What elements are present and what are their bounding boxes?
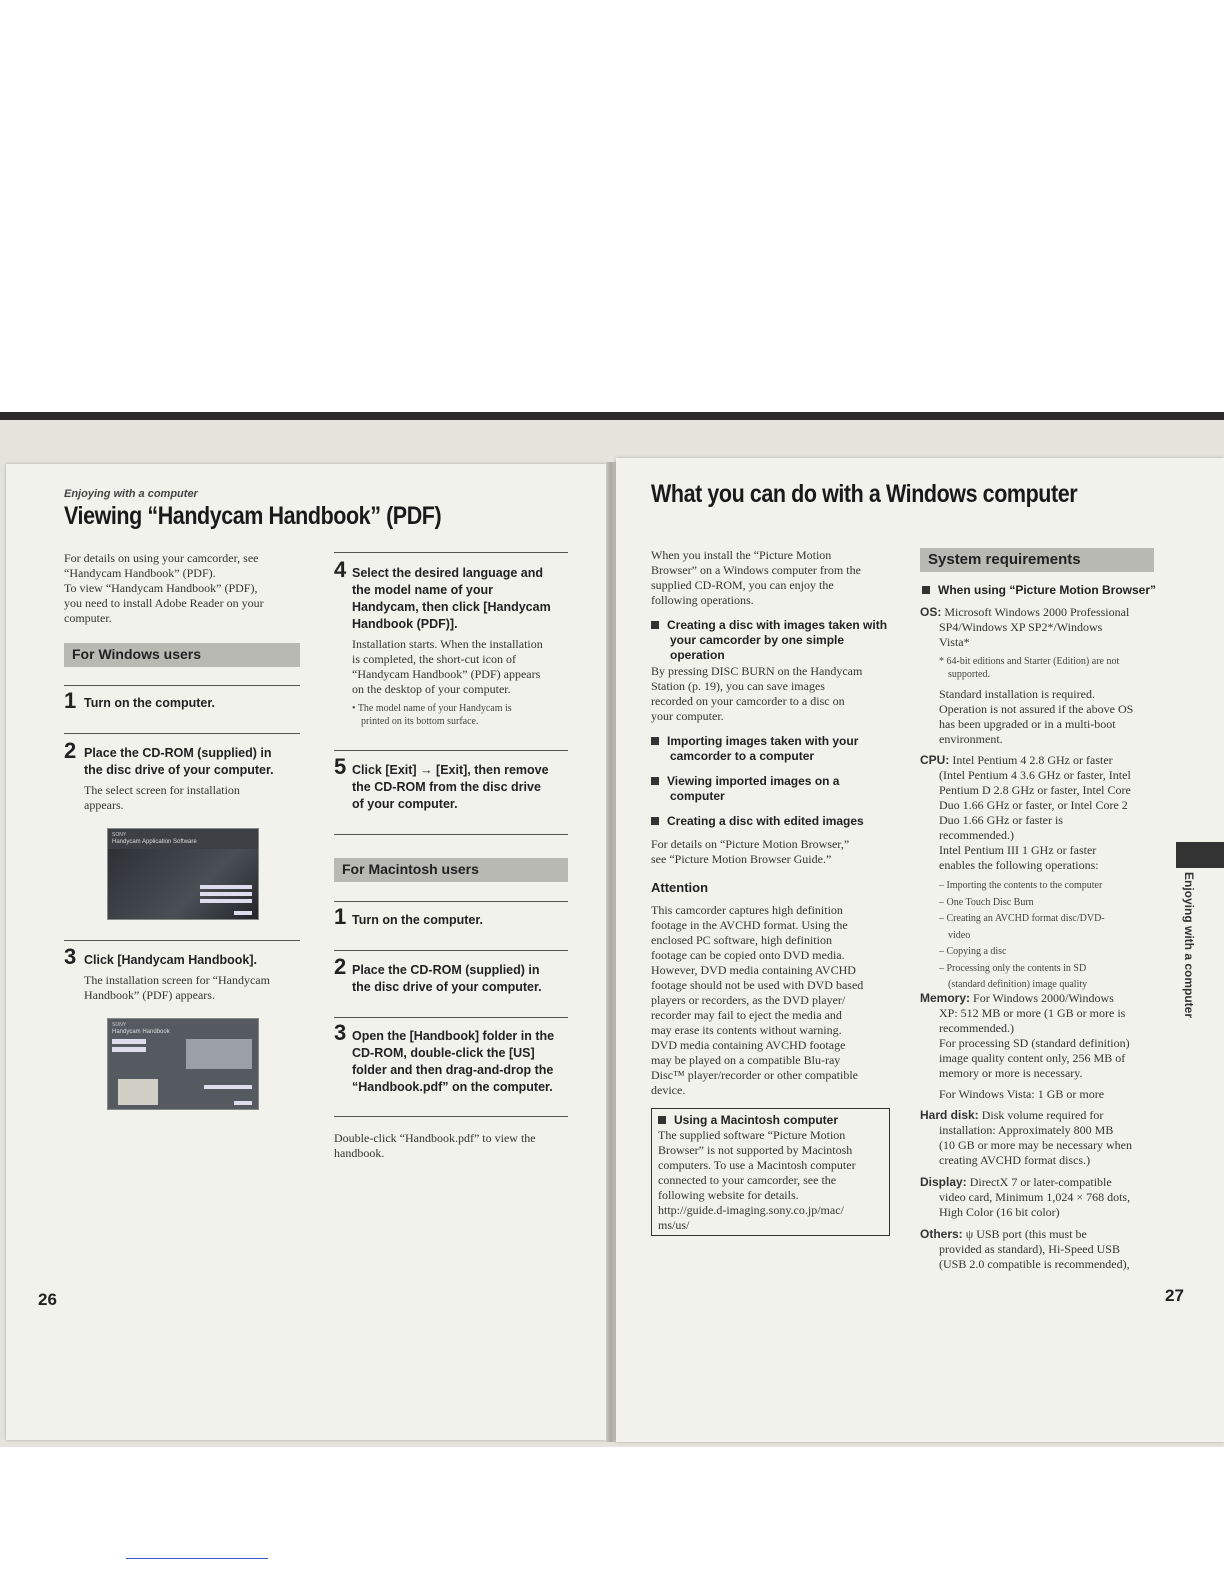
- spec-line: (Intel Pentium 4 3.6 GHz or faster, Intel: [939, 768, 1131, 782]
- spec-display: [920, 1175, 1130, 1220]
- screen-menu-item: [200, 885, 252, 889]
- win-step4-note: [352, 702, 512, 728]
- body-line: recorded on your camcorder to a disc on: [651, 694, 845, 708]
- screen-title: Handycam Application Software: [112, 839, 197, 845]
- attention-line: This camcorder captures high definition: [651, 903, 843, 917]
- scan-top-edge: [0, 412, 1224, 420]
- book-gutter: [606, 462, 616, 1442]
- desc-line: The select screen for installation: [84, 783, 240, 797]
- step-line: Place the CD-ROM (supplied) in: [84, 746, 272, 760]
- step-line: Place the CD-ROM (supplied) in: [352, 963, 540, 977]
- windows-users-band: For Windows users: [64, 643, 300, 667]
- intro-line: following operations.: [651, 593, 754, 607]
- spec-line: environment.: [939, 732, 1003, 746]
- step-line: folder and then drag-and-drop the: [352, 1063, 554, 1077]
- bullet-line: Importing images taken with your: [667, 734, 859, 748]
- bullet-creating-edited-disc: [651, 814, 864, 829]
- op-line: – Processing only the contents in SD: [939, 962, 1087, 974]
- bullet1-body: [651, 664, 862, 724]
- desc-line: on the desktop of your computer.: [352, 682, 511, 696]
- square-bullet-icon: [651, 777, 659, 785]
- intro-line: you need to install Adobe Reader on your: [64, 596, 264, 610]
- intro-line: Browser” on a Windows computer from the: [651, 563, 861, 577]
- bullet-line: Viewing imported images on a: [667, 774, 840, 788]
- step-divider: [64, 685, 300, 686]
- step-divider: [64, 733, 300, 734]
- bullet-line: your camcorder by one simple: [670, 633, 845, 647]
- step-line: Handbook (PDF)].: [352, 617, 458, 631]
- square-bullet-icon: [651, 737, 659, 745]
- win-step3-number: 3: [64, 944, 77, 969]
- spec-line: recommended.): [939, 1021, 1014, 1035]
- attention-heading: Attention: [651, 880, 709, 895]
- win-step4-number: 4: [334, 557, 347, 582]
- note-line: printed on its bottom surface.: [361, 716, 479, 727]
- desc-line: Handbook” (PDF) appears.: [84, 988, 215, 1002]
- step-line: Handycam, then click [Handycam: [352, 600, 551, 614]
- spec-hard-disk: [920, 1108, 1132, 1168]
- step-line: the CD-ROM from the disc drive: [352, 780, 541, 794]
- spec-line: ψ USB port (this must be: [965, 1227, 1087, 1241]
- screen-exit-button: [234, 1101, 252, 1105]
- spec-line: Pentium D 2.8 GHz or faster, Intel Core: [939, 783, 1131, 797]
- screen-select: [112, 1039, 146, 1044]
- final-line: Double-click “Handbook.pdf” to view the: [334, 1131, 536, 1145]
- page-number-right: 27: [1165, 1286, 1184, 1305]
- bullet-line: Creating a disc with images taken with: [667, 618, 888, 632]
- handbook-screen-thumbnail: [107, 1018, 259, 1110]
- bullet-line: computer: [670, 789, 725, 803]
- spec-line: Operation is not assured if the above OS: [939, 702, 1134, 716]
- page-title-right: What you can do with a Windows computer: [651, 480, 1078, 508]
- support-url: http://guide.d-imaging.sony.co.jp/mac/: [658, 1203, 844, 1217]
- spec-line: High Color (16 bit color): [939, 1205, 1060, 1219]
- mac-step2-number: 2: [334, 954, 347, 979]
- screen-menu-item: [200, 899, 252, 903]
- step-divider: [64, 940, 300, 941]
- desc-line: “Handycam Handbook” (PDF) appears: [352, 667, 541, 681]
- win-step5-text: [352, 762, 549, 813]
- note-line: • The model name of your Handycam is: [352, 703, 512, 714]
- op-line: – Copying a disc: [939, 946, 1007, 957]
- step-line: of your computer.: [352, 797, 458, 811]
- intro-line: computer.: [64, 611, 112, 625]
- spec-label: CPU:: [920, 753, 950, 767]
- macintosh-note-box: [651, 1108, 890, 1236]
- details-text: [651, 837, 849, 867]
- attention-line: footage in the AVCHD format. Using the: [651, 918, 848, 932]
- mac-step3-text: [352, 1028, 554, 1096]
- spec-line: installation: Approximately 800 MB: [939, 1123, 1114, 1137]
- op-line: – Importing the contents to the computer: [939, 880, 1103, 891]
- spec-memory: [920, 991, 1130, 1102]
- spec-label: Display:: [920, 1175, 967, 1189]
- spec-label: Others:: [920, 1227, 963, 1241]
- side-tab-text: Enjoying with a computer: [1182, 872, 1196, 1019]
- right-intro: [651, 548, 901, 608]
- spec-line: Disk volume required for: [981, 1108, 1104, 1122]
- spec-line: (10 GB or more may be necessary when: [939, 1138, 1132, 1152]
- step-divider: [334, 1116, 568, 1117]
- spec-others: [920, 1227, 1130, 1272]
- box-line: Browser” is not supported by Macintosh: [658, 1143, 853, 1157]
- body-line: By pressing DISC BURN on the Handycam: [651, 664, 863, 678]
- box-line: computers. To use a Macintosh computer: [658, 1158, 856, 1172]
- step-divider: [334, 1017, 568, 1018]
- win-step2-desc: [84, 783, 240, 813]
- attention-line: device.: [651, 1083, 686, 1097]
- step-divider: [334, 834, 568, 835]
- screen-book-image: [118, 1079, 158, 1105]
- desc-line: Installation starts. When the installation: [352, 637, 543, 651]
- spec-label: Hard disk:: [920, 1108, 979, 1122]
- spec-line: Intel Pentium III 1 GHz or faster: [939, 843, 1097, 857]
- step-line: the disc drive of your computer.: [84, 763, 274, 777]
- spec-line: has been upgraded or in a multi-boot: [939, 717, 1116, 731]
- attention-line: However, DVD media containing AVCHD: [651, 963, 856, 977]
- mac-final-text: [334, 1131, 536, 1161]
- win-step4-desc: [352, 637, 543, 697]
- macintosh-users-band: For Macintosh users: [334, 858, 568, 882]
- intro-line: When you install the “Picture Motion: [651, 548, 832, 562]
- mac-step2-text: [352, 962, 542, 996]
- screen-image: [108, 849, 258, 919]
- op-line: (standard definition) image quality: [948, 979, 1088, 990]
- attention-line: footage should not be used with DVD based: [651, 978, 864, 992]
- bullet-line: Creating a disc with edited images: [667, 814, 864, 828]
- spec-line: Standard installation is required.: [939, 687, 1095, 701]
- win-step2-text: [84, 745, 274, 779]
- spec-line: For Windows 2000/Windows: [973, 991, 1114, 1005]
- intro-line: “Handycam Handbook” (PDF).: [64, 566, 216, 580]
- spec-line: creating AVCHD format discs.): [939, 1153, 1091, 1167]
- step-divider: [334, 950, 568, 951]
- step-line: CD-ROM, double-click the [US]: [352, 1046, 535, 1060]
- attention-line: may erase its contents without warning.: [651, 1023, 842, 1037]
- body-line: Station (p. 19), you can save images: [651, 679, 825, 693]
- os-footnote: [939, 655, 1119, 681]
- intro-text: [64, 551, 304, 626]
- square-bullet-icon: [651, 621, 659, 629]
- attention-line: Disc™ player/recorder or other compatible: [651, 1068, 859, 1082]
- desc-line: is completed, the short-cut icon of: [352, 652, 516, 666]
- spec-line: XP: 512 MB or more (1 GB or more is: [939, 1006, 1126, 1020]
- step-line: the disc drive of your computer.: [352, 980, 542, 994]
- mac-step1-number: 1: [334, 904, 347, 929]
- attention-line: enclosed PC software, high definition: [651, 933, 832, 947]
- screen-button: [204, 1085, 252, 1089]
- spec-line: recommended.): [939, 828, 1014, 842]
- page-number-left: 26: [38, 1290, 57, 1309]
- support-url: ms/us/: [658, 1218, 690, 1232]
- spec-line: For Windows Vista: 1 GB or more: [939, 1087, 1105, 1101]
- step-line: the model name of your: [352, 583, 493, 597]
- spec-line: DirectX 7 or later-compatible: [969, 1175, 1112, 1189]
- win-step1-text: Turn on the computer.: [84, 696, 216, 710]
- footer-link-underline: [126, 1558, 268, 1559]
- spec-line: For processing SD (standard definition): [939, 1036, 1130, 1050]
- step-line: Open the [Handbook] folder in the: [352, 1029, 555, 1043]
- step-divider: [334, 552, 568, 553]
- square-bullet-icon: [658, 1116, 666, 1124]
- desc-line: The installation screen for “Handycam: [84, 973, 270, 987]
- screen-brand: SONY: [112, 1022, 127, 1028]
- desc-line: appears.: [84, 798, 124, 812]
- attention-line: players or recorders, as the DVD player/: [651, 993, 846, 1007]
- square-bullet-icon: [651, 817, 659, 825]
- step-divider: [334, 901, 568, 902]
- spec-line: provided as standard), Hi-Speed USB: [939, 1242, 1120, 1256]
- spec-line: image quality content only, 256 MB of: [939, 1051, 1126, 1065]
- intro-line: supplied CD-ROM, you can enjoy the: [651, 578, 834, 592]
- bullet-viewing-images: [651, 774, 839, 804]
- op-line: – Creating an AVCHD format disc/DVD-: [939, 913, 1105, 924]
- op-line: video: [948, 929, 971, 941]
- spec-line: Microsoft Windows 2000 Professional: [944, 605, 1130, 619]
- win-step5-number: 5: [334, 754, 347, 779]
- spec-line: (USB 2.0 compatible is recommended),: [939, 1257, 1130, 1271]
- bullet-importing-images: [651, 734, 858, 764]
- box-line: connected to your camcorder, see the: [658, 1173, 837, 1187]
- details-line: see “Picture Motion Browser Guide.”: [651, 852, 832, 866]
- spec-line: SP4/Windows XP SP2*/Windows: [939, 620, 1103, 634]
- attention-line: may be played on a compatible Blu-ray: [651, 1053, 841, 1067]
- box-line: The supplied software “Picture Motion: [658, 1128, 846, 1142]
- screen-select: [112, 1047, 146, 1052]
- system-requirements-band: System requirements: [920, 548, 1154, 572]
- section-label: Enjoying with a computer: [64, 488, 198, 500]
- spec-label: OS:: [920, 605, 942, 619]
- screen-exit-button: [234, 911, 252, 915]
- mac-step1-text: Turn on the computer.: [352, 913, 484, 927]
- step-line: Click [Exit] → [Exit], then remove: [352, 763, 549, 777]
- body-line: your computer.: [651, 709, 724, 723]
- spec-line: memory or more is necessary.: [939, 1066, 1083, 1080]
- spec-line: Duo 1.66 GHz or faster, or Intel Core 2: [939, 798, 1128, 812]
- op-line: – One Touch Disc Burn: [939, 896, 1034, 908]
- screen-brand: SONY: [112, 832, 127, 838]
- spec-line: video card, Minimum 1,024 × 768 dots,: [939, 1190, 1131, 1204]
- chapter-tab-marker: [1176, 842, 1224, 868]
- spec-line: Duo 1.66 GHz or faster is: [939, 813, 1063, 827]
- win-step2-number: 2: [64, 738, 77, 763]
- square-bullet-icon: [922, 586, 930, 594]
- chapter-side-label: [1180, 872, 1200, 1022]
- step-divider: [334, 750, 568, 751]
- win-step1-number: 1: [64, 688, 77, 713]
- note-line: * 64-bit editions and Starter (Edition) are not: [939, 656, 1120, 667]
- details-line: For details on “Picture Motion Browser,”: [651, 837, 850, 851]
- mac-step3-number: 3: [334, 1020, 347, 1045]
- box-heading: Using a Macintosh computer: [674, 1113, 839, 1127]
- subheading-text: When using “Picture Motion Browser”: [938, 583, 1157, 597]
- box-line: following website for details.: [658, 1188, 799, 1202]
- cpu-operations: [939, 878, 1105, 994]
- step-line: “Handbook.pdf” on the computer.: [352, 1080, 553, 1094]
- attention-body: [651, 903, 863, 1098]
- screen-title: Handycam Handbook: [112, 1029, 170, 1035]
- spec-os: [920, 605, 1160, 650]
- win-step4-text: [352, 565, 551, 633]
- bullet-creating-disc-one-step: [651, 618, 887, 663]
- spec-cpu: [920, 753, 1131, 873]
- intro-line: To view “Handycam Handbook” (PDF),: [64, 581, 258, 595]
- spec-line: Intel Pentium 4 2.8 GHz or faster: [952, 753, 1113, 767]
- screen-panel: [186, 1039, 252, 1069]
- step-line: Select the desired language and: [352, 566, 544, 580]
- spec-line: enables the following operations:: [939, 858, 1099, 872]
- final-line: handbook.: [334, 1146, 385, 1160]
- win-step3-text: Click [Handycam Handbook].: [84, 953, 257, 967]
- attention-line: footage can be copied onto DVD media.: [651, 948, 845, 962]
- bullet-line: operation: [670, 648, 725, 662]
- win-step3-desc: [84, 973, 270, 1003]
- install-screen-thumbnail: [107, 828, 259, 920]
- spec-line: Vista*: [939, 635, 970, 649]
- sysreq-subheading: [922, 583, 1156, 598]
- spec-label: Memory:: [920, 991, 971, 1005]
- attention-line: DVD media containing AVCHD footage: [651, 1038, 846, 1052]
- bullet-line: camcorder to a computer: [670, 749, 815, 763]
- page-title-left: Viewing “Handycam Handbook” (PDF): [64, 502, 442, 530]
- note-line: supported.: [948, 669, 990, 680]
- os-extra: [939, 687, 1133, 747]
- screen-menu-item: [200, 892, 252, 896]
- attention-line: recorder may fail to eject the media and: [651, 1008, 842, 1022]
- intro-line: For details on using your camcorder, see: [64, 551, 259, 565]
